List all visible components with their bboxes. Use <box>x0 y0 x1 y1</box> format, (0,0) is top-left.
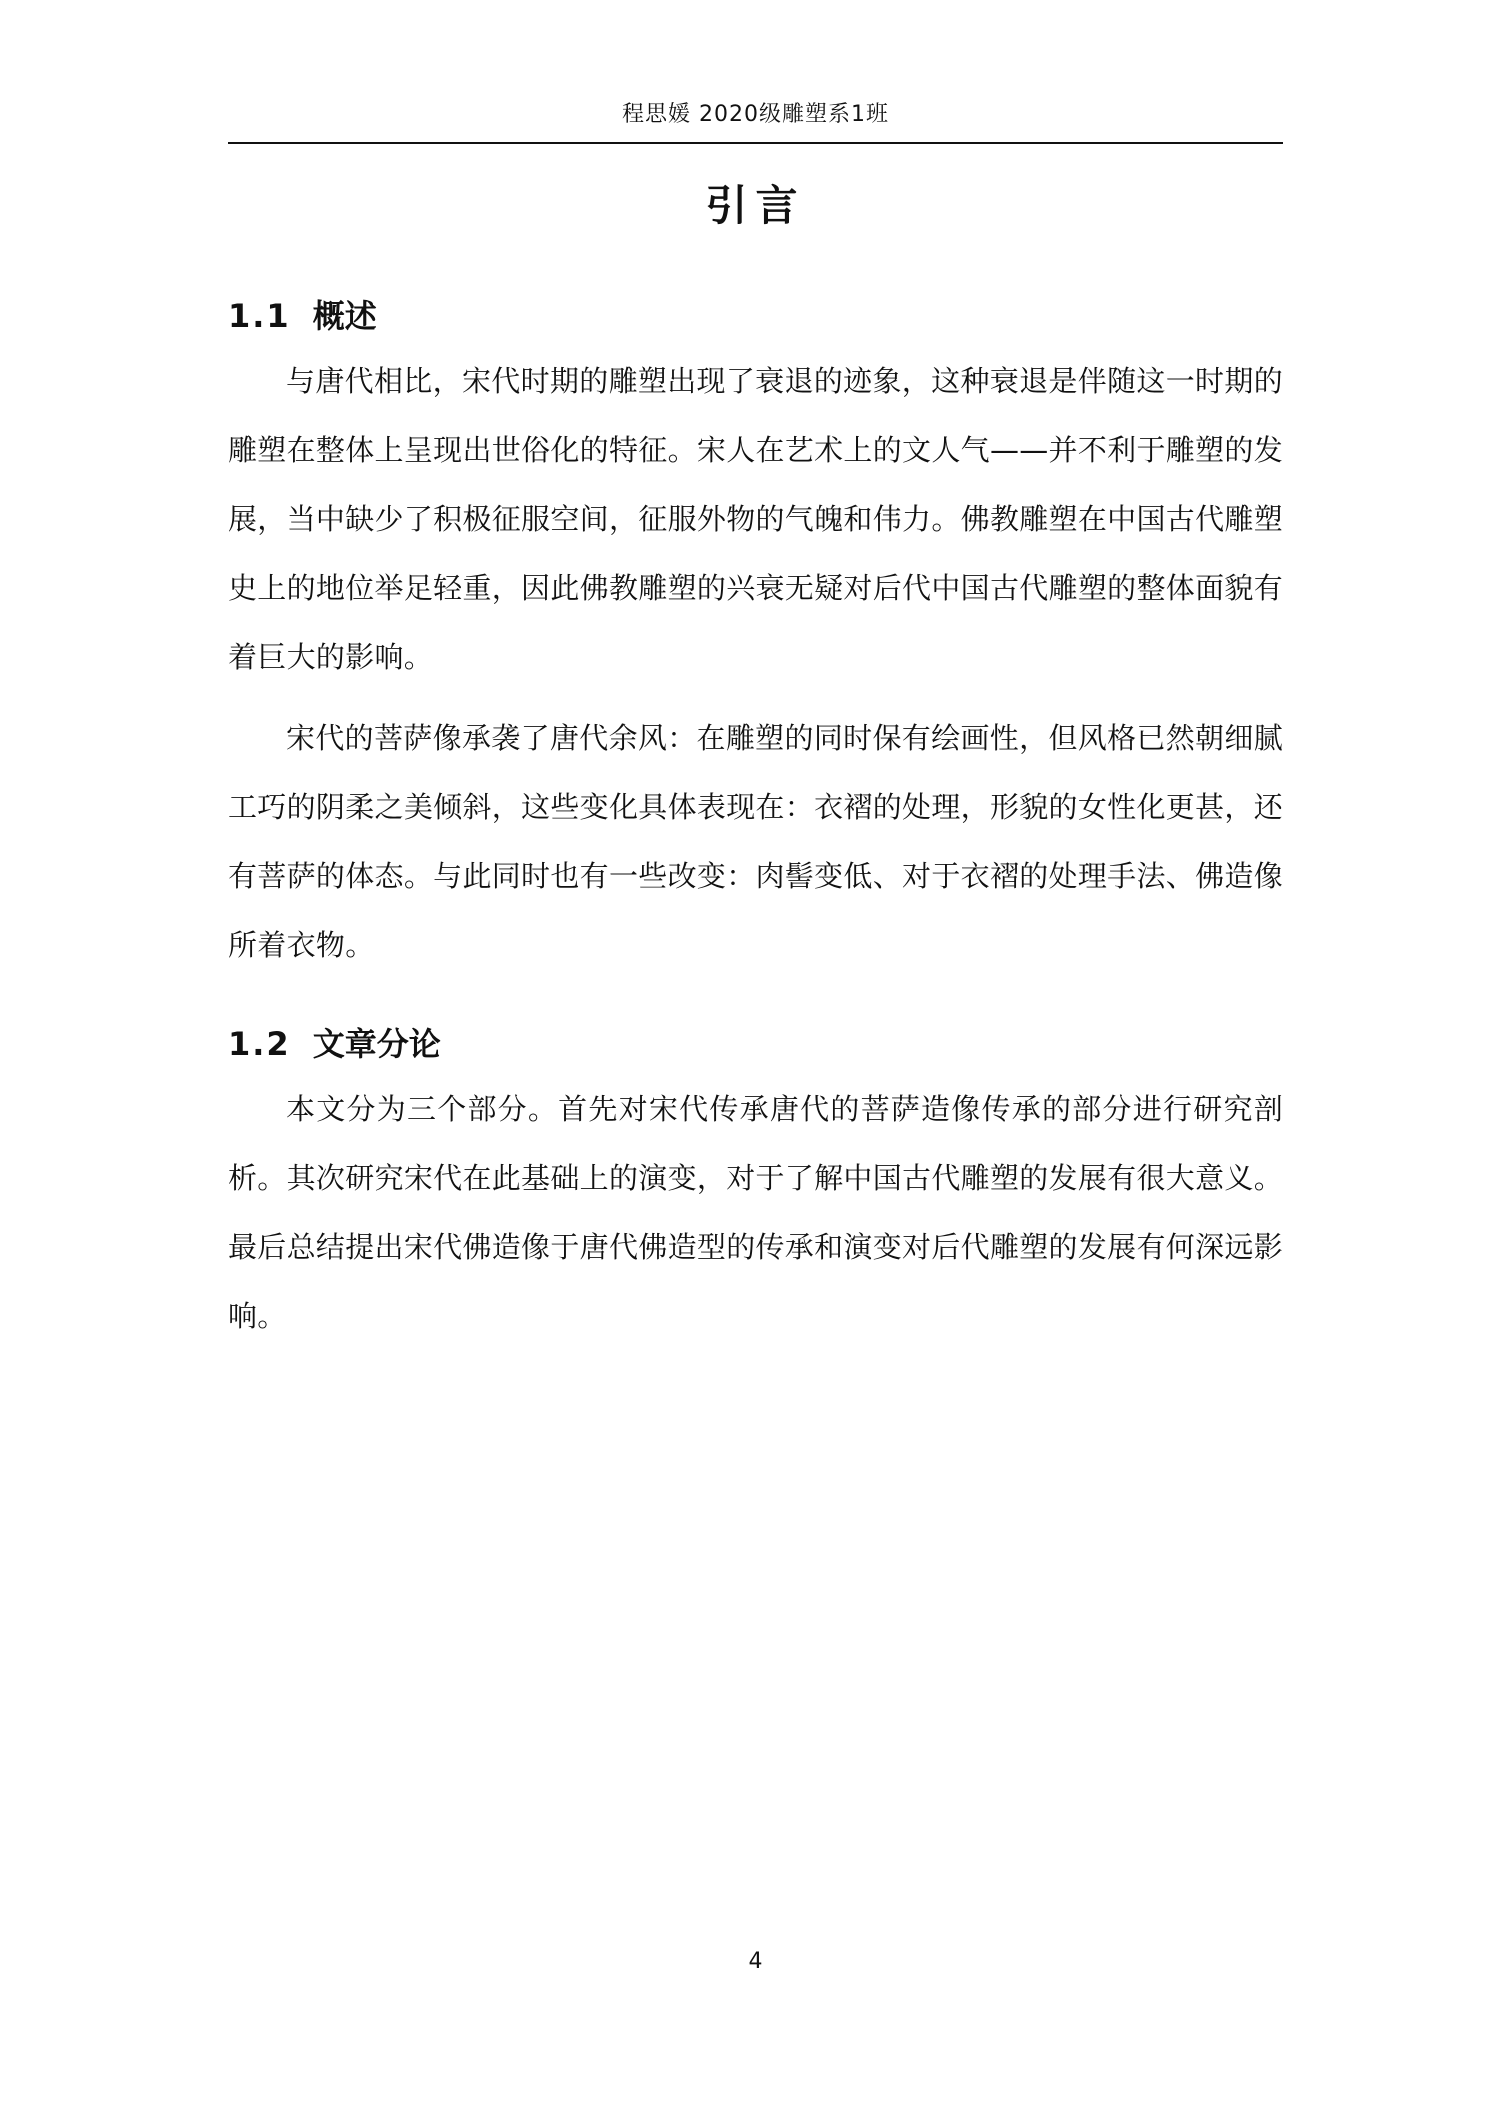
page-number: 4 <box>748 1949 763 1974</box>
paragraph: 与唐代相比，宋代时期的雕塑出现了衰退的迹象，这种衰退是伴随这一时期的雕塑在整体上呈现出世俗化的特征。宋人在艺术上的文人气——并不利于雕塑的发展，当中缺少了积极征服空间，征服外物的气魄和伟力。佛教雕塑在中国古代雕塑史上的地位举足轻重，因此佛教雕塑的兴衰无疑对后代中国古代雕塑的整体面貌有着巨大的影响。 <box>228 364 1283 674</box>
paragraph: 宋代的菩萨像承袭了唐代余风：在雕塑的同时保有绘画性，但风格已然朝细腻工巧的阴柔之美倾斜，这些变化具体表现在：衣褶的处理，形貌的女性化更甚，还有菩萨的体态。与此同时也有一些改变：肉髻变低、对于衣褶的处理手法、佛造像所着衣物。 <box>228 721 1283 962</box>
section-title: 概述 <box>312 297 377 335</box>
section-number: 1.1 <box>228 297 291 335</box>
page-title: 引言 <box>705 181 806 230</box>
header-text: 程思媛 2020级雕塑系1班 <box>622 102 889 127</box>
section-body-overview <box>228 347 1283 980</box>
page-header <box>228 100 1283 144</box>
section-heading-outline <box>228 1022 1283 1066</box>
paragraph: 本文分为三个部分。首先对宋代传承唐代的菩萨造像传承的部分进行研究剖析。其次研究宋代在此基础上的演变，对于了解中国古代雕塑的发展有很大意义。最后总结提出宋代佛造像于唐代佛造型的传承和演变对后代雕塑的发展有何深远影响。 <box>228 1092 1283 1333</box>
section-title: 文章分论 <box>312 1025 441 1063</box>
section-body-outline <box>228 1075 1283 1351</box>
section-number: 1.2 <box>228 1025 291 1063</box>
section-heading-overview <box>228 294 1283 338</box>
